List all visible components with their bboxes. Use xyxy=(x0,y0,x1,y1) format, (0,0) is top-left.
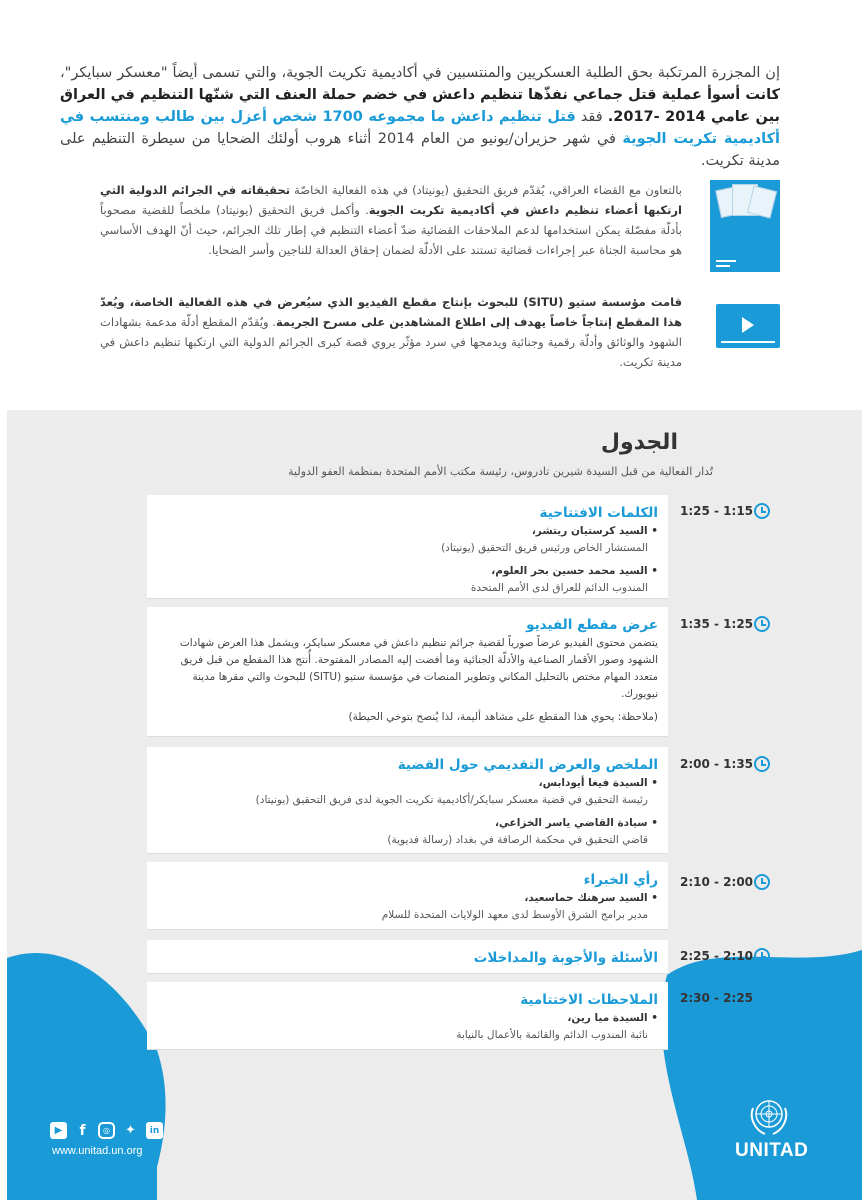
session-title: الملاحظات الاختتامية xyxy=(520,992,658,1008)
speaker-name: • السيد محمد حسين بحر العلوم، xyxy=(491,565,658,577)
speaker-role: مدير برامج الشرق الأوسط لدى معهد الولايات المتحدة للسلام xyxy=(381,909,648,921)
intro-text-1: إن المجزرة المرتكبة بحق الطلبة العسكريين والمنتسبين في أكاديمية تكريت الجوية، والتي تسمى أيضاً "معسكر سبايكر"، xyxy=(60,65,780,81)
agenda-subtitle: تُدار الفعالية من قبل السيدة شيرين تادروس، رئيسة مكتب الأمم المتحدة بمنظمة العفو الدولية xyxy=(288,465,713,478)
intro-text-2: فقد xyxy=(575,109,608,125)
speaker-role: المستشار الخاص ورئيس فريق التحقيق (يونيتاد) xyxy=(441,542,648,554)
session-time xyxy=(680,503,770,519)
info2-text-b: . ويُقدّم المقطع أدلّة مدعمة بشهادات الشهود والوثائق وأدلّة رقمية وجنائية ويدمجها في سرد مؤثّر يروي قصة كبرى الجرائم الدولية التي ارتكبها تنظيم داعش في مدينة تكريت. xyxy=(100,315,682,369)
agenda-title: الجدول xyxy=(600,430,678,455)
clock-icon xyxy=(754,948,770,964)
info-video xyxy=(100,292,780,372)
session-title: الملخص والعرض التقديمي حول القضية xyxy=(397,757,658,773)
session-title: الأسئلة والأجوبة والمداخلات xyxy=(473,950,658,966)
speaker-name: • السيد سرهنك حماسعيد، xyxy=(524,892,658,904)
clock-icon xyxy=(754,990,770,1006)
info-investigation xyxy=(100,180,780,272)
session-qa xyxy=(147,940,668,974)
facebook-icon[interactable]: f xyxy=(79,1122,86,1139)
speaker-role: رئيسة التحقيق في قضية معسكر سبايكر/أكاديمية تكريت الجوية لدى فريق التحقيق (يونيتاد) xyxy=(255,794,648,806)
speaker-name: • السيد كرستيان ريتشر، xyxy=(531,525,658,537)
clock-icon xyxy=(754,756,770,772)
session-title: رأي الخبراء xyxy=(583,872,658,888)
website-link[interactable]: www.unitad.un.org xyxy=(52,1145,143,1157)
time-label: 1:35 - 1:25 xyxy=(680,617,754,631)
speaker-name: • سيادة القاضي ياسر الخزاعي، xyxy=(494,817,658,829)
un-emblem-icon xyxy=(747,1094,791,1138)
session-time xyxy=(680,990,770,1006)
speaker-role: نائبة المندوب الدائم والقائمة بالأعمال بالنيابة xyxy=(456,1029,648,1041)
session-time xyxy=(680,756,770,772)
instagram-icon[interactable]: ◎ xyxy=(98,1122,115,1139)
session-experts xyxy=(147,862,668,930)
video-icon xyxy=(700,292,780,348)
speaker-name: • السيدة ميا رين، xyxy=(567,1012,658,1024)
speaker-name: • السيدة فيغا أيودابس، xyxy=(538,777,658,789)
session-description: يتضمن محتوى الفيديو عرضاً صورياً لقضية جرائم تنظيم داعش في معسكر سبايكر، ويشمل هذا العرض شهادات الشهود وصور الأقمار الصناعية والأدلّة الجنائية وما أفضت إليه المصادر المفتوحة. أُنتج هذا المقطع من قبل فريق متعدد المهام مختص بالتحليل المكاني وتطوير المنصات في مؤسسة ستيو (SITU) للبحوث والتي مقرها مدينة نيويورك. xyxy=(179,637,658,700)
twitter-icon[interactable]: ✦ xyxy=(125,1123,136,1138)
documents-icon xyxy=(700,180,780,272)
intro-text-3: في شهر حزيران/يونيو من العام 2014 أثناء هروب أولئك الضحايا من سيطرة التنظيم على مدينة تكريت. xyxy=(60,131,780,169)
info-investigation-text xyxy=(100,180,682,260)
unitad-logo: UNITAD xyxy=(735,1140,809,1161)
session-closing xyxy=(147,982,668,1050)
intro-highlight: كانت أسوأ عملية قتل جماعي نفذّها تنظيم داعش في خضم حملة العنف التي شنّها التنظيم في العراق بين عامي 2014 -2017. xyxy=(60,87,780,125)
session-time xyxy=(680,948,770,964)
session-time xyxy=(680,874,770,890)
session-title: الكلمات الافتتاحية xyxy=(539,505,658,521)
speaker-role: قاضي التحقيق في محكمة الرصافة في بغداد (رسالة فديوية) xyxy=(387,834,648,846)
info1-text-bold: تحقيقاته في الجرائم الدولية التي ارتكبها أعضاء تنظيم داعش في أكاديمية تكريت الجوية xyxy=(100,183,682,217)
time-label: 2:25 - 2:10 xyxy=(680,949,754,963)
info-video-text xyxy=(100,292,682,372)
session-opening xyxy=(147,495,668,599)
time-label: 1:25 - 1:15 xyxy=(680,504,754,518)
session-video xyxy=(147,607,668,737)
youtube-icon[interactable]: ▶ xyxy=(50,1122,67,1139)
session-title: عرض مقطع الفيديو xyxy=(526,617,658,633)
time-label: 2:30 - 2:25 xyxy=(680,991,754,1005)
clock-icon xyxy=(754,874,770,890)
intro-paragraph xyxy=(60,62,780,172)
session-note: (ملاحظة: يحوي هذا المقطع على مشاهد أليمة، لذا يُنصح بتوخي الحيطة) xyxy=(348,711,658,723)
time-label: 2:00 - 1:35 xyxy=(680,757,754,771)
linkedin-icon[interactable]: in xyxy=(146,1122,163,1139)
social-links xyxy=(50,1122,163,1139)
speaker-role: المندوب الدائم للعراق لدى الأمم المتحدة xyxy=(470,582,648,594)
info1-text-a: بالتعاون مع القضاء العراقي، يُقدّم فريق التحقيق (يونيتاد) في هذه الفعالية الخاصّة xyxy=(290,183,682,197)
info1-text-c: . وأكمل فريق التحقيق (يونيتاد) ملخصاً للقضية مصحوباً بأدلّة مفصّلة يمكن استخدامها لدعم الملاحقات القضائية ضدّ أعضاء التنظيم في إطار تلك الجرائم، حيث أنّ الهدف الأساسي هو محاسبة الجناة عبر إجراءات قضائية تستند على الأدلّة لضمان إحقاق العدالة للناجين وأسر الضحايا. xyxy=(100,203,682,257)
info2-text-bold: قامت مؤسسة ستيو (SITU) للبحوث بإنتاج مقطع الفيديو الذي سيُعرض في هذه الفعالية الخاصة، ويُعدّ هذا المقطع إنتاجاً خاصاً يهدف إلى اطلاع المشاهدين على مسرح الجريمة xyxy=(100,295,682,329)
clock-icon xyxy=(754,616,770,632)
intro-blue-highlight: قتل تنظيم داعش ما مجموعه 1700 شخص أعزل بين طالب ومنتسب في أكاديمية تكريت الجوية xyxy=(60,109,780,147)
time-label: 2:10 - 2:00 xyxy=(680,875,754,889)
session-time xyxy=(680,616,770,632)
clock-icon xyxy=(754,503,770,519)
session-summary xyxy=(147,747,668,854)
